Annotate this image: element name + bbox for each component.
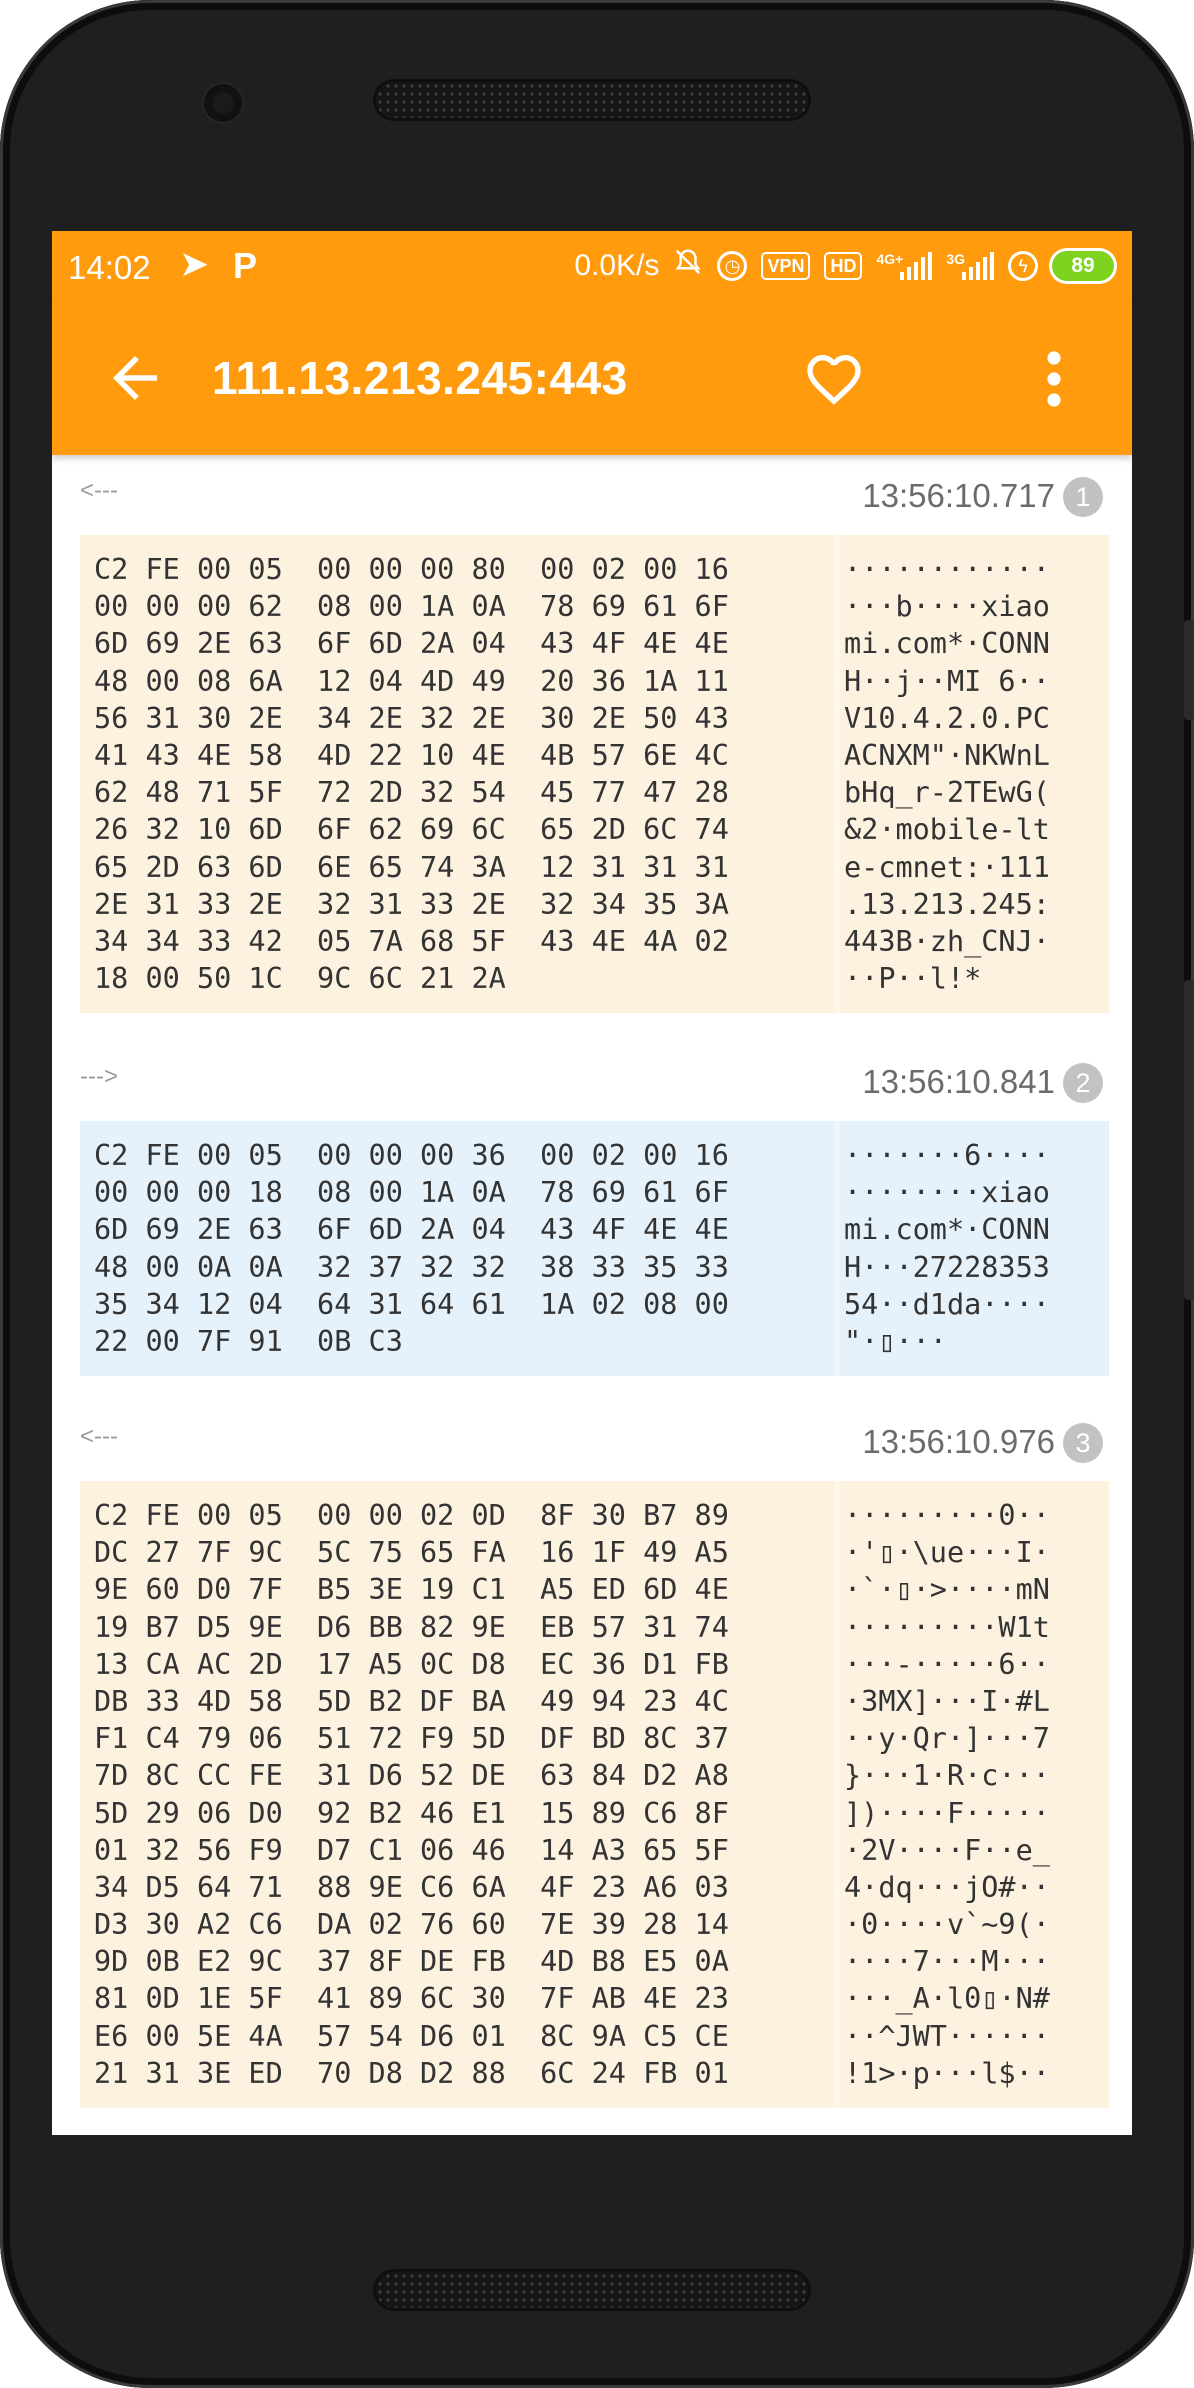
back-arrow-icon: [102, 345, 168, 411]
status-bar: [52, 231, 1132, 301]
hex-row: 81 0D 1E 5F 41 89 6C 30 7F AB 4E 23: [94, 1982, 729, 2016]
hex-row: D3 30 A2 C6 DA 02 76 60 7E 39 28 14: [94, 1908, 729, 1942]
hex-row: E6 00 5E 4A 57 54 D6 01 8C 9A C5 CE: [94, 2019, 729, 2053]
hex-row: 6D 69 2E 63 6F 6D 2A 04 43 4F 4E 4E: [94, 627, 729, 661]
packet-hex-dump[interactable]: [80, 1121, 1103, 1376]
packet-direction: <---: [80, 477, 118, 504]
hex-row: C2 FE 00 05 00 00 00 36 00 02 00 16: [94, 1139, 729, 1172]
screen: [52, 231, 1132, 2135]
ascii-row: ············: [844, 553, 1050, 586]
earpiece-speaker: [376, 82, 808, 118]
ascii-row: "·▯···: [844, 1324, 947, 1358]
ascii-row: ·······6····: [844, 1139, 1050, 1172]
packet-header: [80, 1041, 1103, 1121]
charging-icon: ϟ: [1008, 251, 1038, 281]
page-title: 111.13.213.245:443: [212, 352, 628, 404]
back-button[interactable]: [102, 345, 168, 411]
ascii-row: ········xiao: [844, 1176, 1050, 1210]
hex-row: 18 00 50 1C 9C 6C 21 2A: [94, 962, 506, 996]
status-time: 14:02: [68, 249, 151, 286]
hex-row: F1 C4 79 06 51 72 F9 5D DF BD 8C 37: [94, 1722, 729, 1756]
ascii-row: e-cmnet:·111: [844, 850, 1050, 884]
ascii-row: H···27228353: [844, 1250, 1050, 1284]
ascii-row: mi.com*·CONN: [844, 627, 1050, 661]
hex-row: 21 31 3E ED 70 D8 D2 88 6C 24 FB 01: [94, 2056, 729, 2090]
ascii-column: [844, 1497, 1102, 2092]
hex-row: 9E 60 D0 7F B5 3E 19 C1 A5 ED 6D 4E: [94, 1573, 729, 1607]
packet-timestamp: 13:56:10.841: [862, 1063, 1055, 1100]
packet-hex-dump[interactable]: [80, 1481, 1103, 2108]
heart-icon: [802, 347, 866, 411]
packet-hex-dump[interactable]: [80, 535, 1103, 1013]
hex-row: 48 00 0A 0A 32 37 32 32 38 33 35 33: [94, 1250, 729, 1284]
ascii-row: mi.com*·CONN: [844, 1213, 1050, 1247]
ascii-column: [844, 551, 1102, 997]
ascii-row: ·3MX]···I·#L: [844, 1684, 1050, 1718]
ascii-row: &2·mobile-lt: [844, 813, 1050, 847]
hex-row: 00 00 00 18 08 00 1A 0A 78 69 61 6F: [94, 1176, 729, 1210]
status-icons: [574, 243, 1114, 289]
packet-item[interactable]: [80, 1401, 1103, 2108]
ascii-row: ·'▯·\ue···I·: [844, 1536, 1050, 1570]
ascii-row: 443B·zh_CNJ·: [844, 924, 1050, 958]
packet-timestamp: 13:56:10.976: [862, 1423, 1055, 1460]
packet-item[interactable]: [80, 455, 1103, 1013]
volume-button: [1184, 620, 1194, 720]
more-options-button[interactable]: [1042, 349, 1066, 409]
network-speed: 0.0K/s: [574, 249, 660, 282]
ascii-row: .13.213.245:: [844, 887, 1050, 921]
ascii-row: V10.4.2.0.PC: [844, 701, 1050, 735]
bottom-speaker: [376, 2272, 808, 2308]
hex-row: C2 FE 00 05 00 00 02 0D 8F 30 B7 89: [94, 1499, 729, 1532]
ascii-row: 54··d1da····: [844, 1287, 1050, 1321]
hex-row: 01 32 56 F9 D7 C1 06 46 14 A3 65 5F: [94, 1833, 729, 1867]
vpn-badge: VPN: [761, 252, 810, 280]
power-button: [1184, 980, 1194, 1300]
packet-item[interactable]: [80, 1041, 1103, 1376]
hex-column: [94, 1137, 729, 1360]
ascii-row: ··P··l!*: [844, 962, 982, 996]
ascii-row: ····7···M···: [844, 1945, 1050, 1979]
hex-row: 35 34 12 04 64 31 64 61 1A 02 08 00: [94, 1287, 729, 1321]
favorite-button[interactable]: [802, 347, 866, 411]
alarm-clock-icon: ◷: [717, 251, 747, 281]
hex-row: 19 B7 D5 9E D6 BB 82 9E EB 57 31 74: [94, 1610, 729, 1644]
hex-row: 34 D5 64 71 88 9E C6 6A 4F 23 A6 03: [94, 1870, 729, 1904]
hex-row: 41 43 4E 58 4D 22 10 4E 4B 57 6E 4C: [94, 738, 729, 772]
hex-row: 26 32 10 6D 6F 62 69 6C 65 2D 6C 74: [94, 813, 729, 847]
ascii-row: H··j··MI 6··: [844, 664, 1050, 698]
hd-badge: HD: [824, 252, 862, 280]
ascii-row: ··y·Qr·]···7: [844, 1722, 1050, 1756]
hex-row: 7D 8C CC FE 31 D6 52 DE 63 84 D2 A8: [94, 1759, 729, 1793]
ascii-row: }···1·R·c···: [844, 1759, 1050, 1793]
packet-index-badge: 2: [1063, 1063, 1103, 1103]
packet-timestamp: 13:56:10.717: [862, 477, 1055, 514]
packet-index-badge: 1: [1063, 477, 1103, 517]
ascii-row: ])····F·····: [844, 1796, 1050, 1830]
ascii-row: !1>·p···l$··: [844, 2056, 1050, 2090]
ascii-row: ·········0··: [844, 1499, 1050, 1532]
front-camera: [204, 84, 242, 122]
hex-row: 2E 31 33 2E 32 31 33 2E 32 34 35 3A: [94, 887, 729, 921]
packet-index-badge: 3: [1063, 1423, 1103, 1463]
ascii-row: ACNXM"·NKWnL: [844, 738, 1050, 772]
hex-row: 48 00 08 6A 12 04 4D 49 20 36 1A 11: [94, 664, 729, 698]
packet-header: [80, 455, 1103, 535]
packet-header: [80, 1401, 1103, 1481]
ascii-row: bHq_r-2TEwG(: [844, 776, 1050, 810]
battery-level: 89: [1052, 251, 1114, 281]
navigation-arrow-icon: ➤: [179, 243, 210, 284]
packet-direction: <---: [80, 1423, 118, 1450]
ascii-row: ···b····xiao: [844, 590, 1050, 624]
hex-row: 65 2D 63 6D 6E 65 74 3A 12 31 31 31: [94, 850, 729, 884]
app-toolbar: [52, 301, 1132, 455]
hex-row: DB 33 4D 58 5D B2 DF BA 49 94 23 4C: [94, 1684, 729, 1718]
packet-direction: --->: [80, 1063, 118, 1090]
ascii-row: ·`·▯·>····mN: [844, 1573, 1050, 1607]
ascii-row: ···_A·l0▯·N#: [844, 1982, 1050, 2016]
ascii-row: ·0····v`~9(·: [844, 1908, 1050, 1942]
hex-row: 9D 0B E2 9C 37 8F DE FB 4D B8 E5 0A: [94, 1945, 729, 1979]
hex-column: [94, 551, 729, 997]
ascii-column: [844, 1137, 1102, 1360]
more-vert-icon: [1042, 349, 1066, 409]
hex-row: 5D 29 06 D0 92 B2 46 E1 15 89 C6 8F: [94, 1796, 729, 1830]
ascii-row: 4·dq···jO#··: [844, 1870, 1050, 1904]
parking-app-icon: P: [233, 245, 258, 286]
ascii-row: ··^JWT······: [844, 2019, 1050, 2053]
hex-row: 00 00 00 62 08 00 1A 0A 78 69 61 6F: [94, 590, 729, 624]
hex-column: [94, 1497, 729, 2092]
hex-row: 13 CA AC 2D 17 A5 0C D8 EC 36 D1 FB: [94, 1647, 729, 1681]
ascii-row: ···-·····6··: [844, 1647, 1050, 1681]
mute-bell-icon: [673, 247, 703, 285]
hex-row: DC 27 7F 9C 5C 75 65 FA 16 1F 49 A5: [94, 1536, 729, 1570]
ascii-row: ·2V····F··e_: [844, 1833, 1050, 1867]
signal-3g-icon: 3G: [946, 252, 994, 280]
hex-row: 6D 69 2E 63 6F 6D 2A 04 43 4F 4E 4E: [94, 1213, 729, 1247]
signal-4g-icon: 4G+: [876, 252, 932, 280]
hex-row: 34 34 33 42 05 7A 68 5F 43 4E 4A 02: [94, 924, 729, 958]
hex-row: 56 31 30 2E 34 2E 32 2E 30 2E 50 43: [94, 701, 729, 735]
hex-row: 22 00 7F 91 0B C3: [94, 1324, 403, 1358]
hex-row: C2 FE 00 05 00 00 00 80 00 02 00 16: [94, 553, 729, 586]
ascii-row: ·········W1t: [844, 1610, 1050, 1644]
hex-row: 62 48 71 5F 72 2D 32 54 45 77 47 28: [94, 776, 729, 810]
